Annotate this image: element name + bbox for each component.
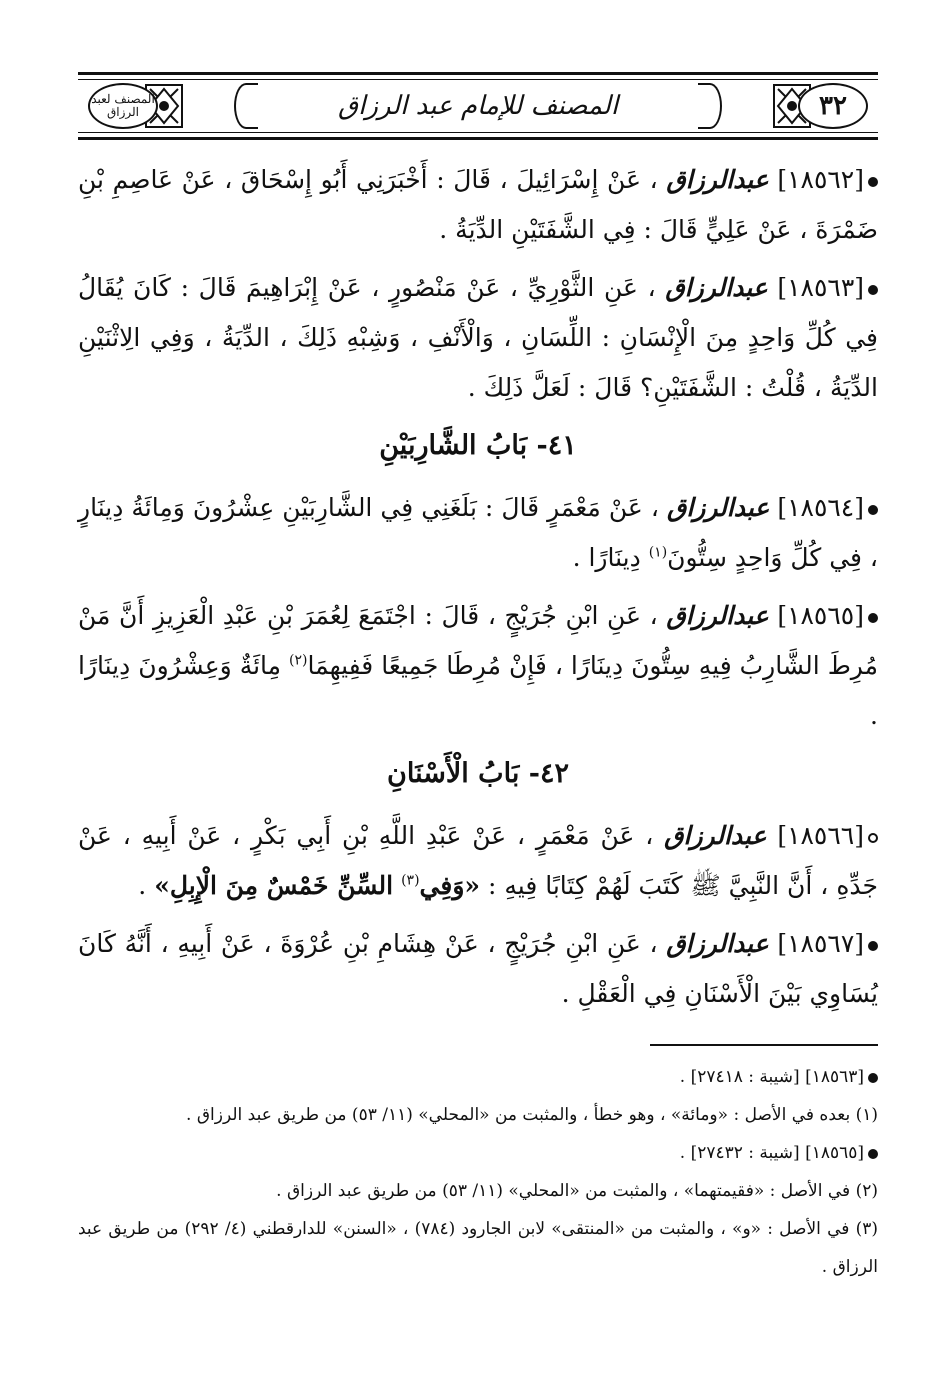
footnote-rule	[650, 1044, 878, 1046]
hadith-text: ، عَنِ الثَّوْرِيِّ ، عَنْ مَنْصُورٍ ، عَنْ إِبْرَاهِيمَ قَالَ : كَانَ يُقَالُ فِي كُلِّ وَاحِدٍ مِنَ الْإِنْسَانِ : اللِّسَانِ ، وَالْأَنْفِ ، وَشِبْهِ ذَلِكَ ، الدِّيَةُ ، وَفِي الِاثْنَيْنِ الدِّيَةُ ، قُلْتُ : الشَّفَتَيْنِ؟ قَالَ : لَعَلَّ ذَلِكَ .	[78, 273, 878, 402]
hadith-18567	[78, 919, 878, 1019]
book-title-frame	[248, 83, 708, 129]
hadith-18566	[78, 811, 878, 911]
page-number-frame	[798, 83, 868, 129]
hadith-text: مِائَةٌ وَعِشْرُونَ دِينَارًا .	[78, 651, 878, 730]
bullet-icon	[868, 1149, 878, 1159]
hadith-number: [١٨٥٦٧]	[777, 929, 865, 958]
hadith-number: [١٨٥٦٣]	[777, 273, 865, 302]
hadith-text: دِينَارًا .	[572, 543, 641, 572]
hadith-18565	[78, 591, 878, 741]
page-number: ٣٢	[819, 91, 847, 121]
seal-logo	[88, 83, 158, 129]
chapter-heading-41: ٤١- بَابُ الشَّارِبَيْنِ	[379, 430, 577, 461]
narrator-name: عبدالرزاق	[666, 601, 769, 630]
main-text	[78, 155, 878, 1027]
hadith-number: [١٨٥٦٦]	[777, 821, 864, 850]
footnote-3: (٣) في الأصل : «و» ، والمثبت من «المنتقى» لابن الجارود (٧٨٤) ، «السنن» للدارقطني (٤/ ٢٩٢) من طريق عبد الرزاق .	[78, 1219, 878, 1277]
page-header	[78, 72, 878, 140]
narrator-name: عبدالرزاق	[664, 821, 767, 850]
bullet-icon	[868, 505, 878, 515]
footnote-source	[78, 1058, 878, 1096]
footnote-ref: (٣)	[401, 872, 420, 889]
hadith-18563	[78, 263, 878, 413]
hadith-number: [١٨٥٦٥]	[777, 601, 864, 630]
footnote-ref: (١)	[648, 544, 668, 561]
hadith-18564	[78, 483, 878, 583]
book-title: المصنف للإمام عبد الرزاق	[337, 91, 619, 121]
bullet-icon	[868, 1073, 878, 1083]
hadith-18562	[78, 155, 878, 255]
prophetic-quote: السِّنِّ خَمْسٌ مِنَ الْإِبِلِ»	[154, 871, 394, 900]
hadith-number: [١٨٥٦٢]	[777, 165, 864, 194]
hadith-text: ، عَنِ ابْنِ جُرَيْجٍ ، عَنْ هِشَامِ بْنِ عُرْوَةَ ، عَنْ أَبِيهِ ، أَنَّهُ كَانَ يُسَاوِي بَيْنَ الْأَسْنَانِ فِي الْعَقْلِ .	[78, 929, 878, 1008]
prophetic-quote: «وَفِي	[419, 871, 481, 900]
header-rule	[78, 79, 878, 80]
footnote-ref: (٢)	[289, 652, 308, 669]
hadith-text: ، عَنْ مَعْمَرٍ ، عَنْ عَبْدِ اللَّهِ بْنِ أَبِي بَكْرٍ ، عَنْ أَبِيهِ ، عَنْ جَدِّهِ ، أَنَّ النَّبِيَّ ﷺ كَتَبَ لَهُمْ كِتَابًا فِيهِ :	[78, 821, 878, 900]
footnote-2: (٢) في الأصل : «فقيمتهما» ، والمثبت من «المحلي» (١١/ ٥٣) من طريق عبد الرزاق .	[276, 1181, 878, 1201]
footnotes	[78, 1058, 878, 1286]
hadith-number: [١٨٥٦٤]	[777, 493, 864, 522]
narrator-name: عبدالرزاق	[665, 273, 768, 302]
header-rule	[78, 132, 878, 133]
seal-text: المصنف لعبد الرزاق	[91, 92, 155, 119]
hadith-text: ، عَنْ إِسْرَائِيلَ ، قَالَ : أَخْبَرَنِي أَبُو إِسْحَاقَ ، عَنْ عَاصِمِ بْنِ ضَمْرَةَ ، عَنْ عَلِيٍّ قَالَ : فِي الشَّفَتَيْنِ الدِّيَةُ .	[78, 165, 878, 244]
footnote-text: [١٨٥٦٥] [شيبة : ٢٧٤٣٢] .	[679, 1143, 864, 1163]
hadith-text: ، عَنْ مَعْمَرٍ قَالَ : بَلَغَنِي فِي الشَّارِبَيْنِ عِشْرُونَ وَمِائَةُ دِينَارٍ ، فِي كُلِّ وَاحِدٍ سِتُّونَ	[78, 493, 878, 572]
hadith-text: .	[138, 871, 147, 900]
narrator-name: عبدالرزاق	[666, 493, 770, 522]
hadith-text: ، عَنِ ابْنِ جُرَيْجٍ ، قَالَ : اجْتَمَعَ لِعُمَرَ بْنِ عَبْدِ الْعَزِيزِ أَنَّ مَنْ مُرِطَ الشَّارِبُ فِيهِ سِتُّونَ دِينَارًا ، فَإِنْ مُرِطَا جَمِيعًا فَفِيهِمَا	[78, 601, 878, 680]
footnote-1: (١) بعده في الأصل : «ومائة» ، وهو خطأ ، والمثبت من «المحلي» (١١/ ٥٣) من طريق عبد الرزاق .	[186, 1105, 878, 1125]
bullet-icon	[868, 613, 878, 623]
bullet-icon	[868, 177, 878, 187]
bullet-icon	[868, 941, 878, 951]
narrator-name: عبدالرزاق	[666, 929, 769, 958]
hollow-bullet-icon	[868, 833, 878, 843]
footnote-source	[78, 1134, 878, 1172]
narrator-name: عبدالرزاق	[666, 165, 769, 194]
bullet-icon	[868, 285, 878, 295]
chapter-heading-42: ٤٢- بَابُ الْأَسْنَانِ	[387, 758, 569, 789]
footnote-text: [١٨٥٦٣] [شيبة : ٢٧٤١٨] .	[679, 1067, 864, 1087]
